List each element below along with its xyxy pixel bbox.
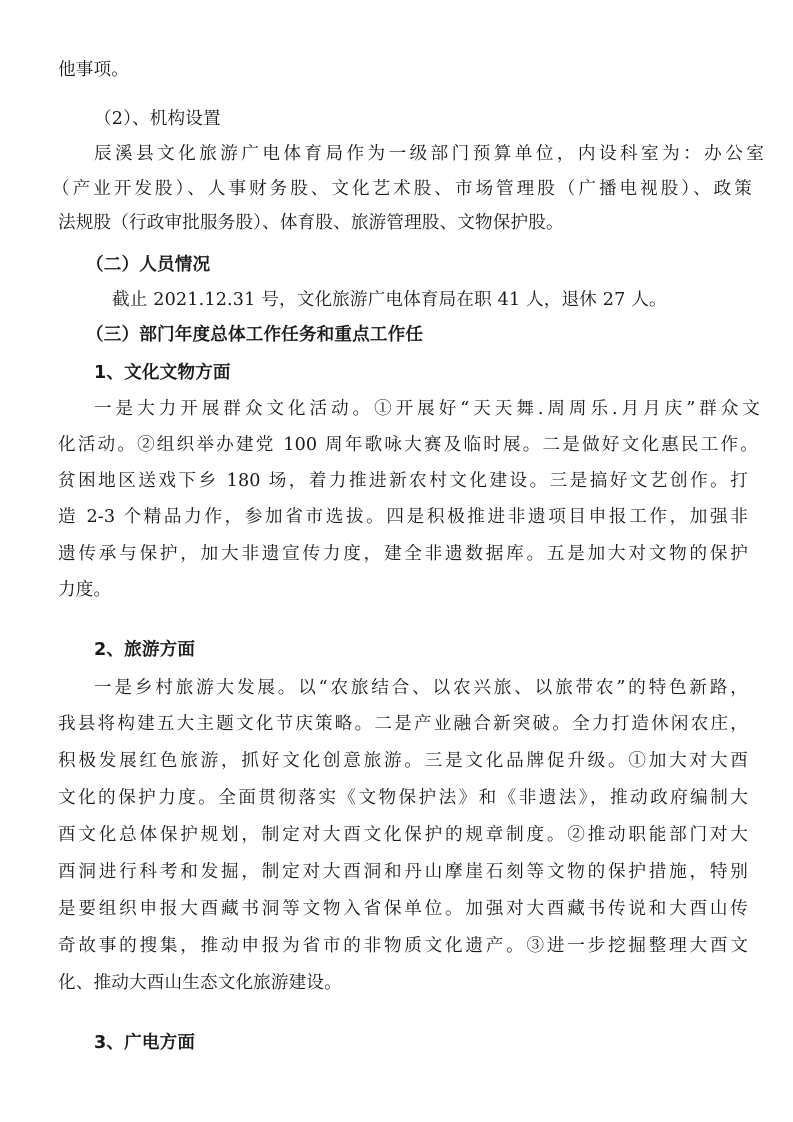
paragraph-line: 酉洞进行科考和发掘，制定对大酉洞和丹山摩崖石刻等文物的保护措施，特别 <box>58 862 748 882</box>
paragraph-line: 我县将构建五大主题文化节庆策略。二是产业融合新突破。全力打造休闲农庄， <box>58 714 748 734</box>
paragraph-line: 力度。 <box>58 580 112 600</box>
paragraph-line: 辰溪县文化旅游广电体育局作为一级部门预算单位，内设科室为：办公室 <box>94 144 764 164</box>
paragraph-line: 遗传承与保护，加大非遗宣传力度，建全非遗数据库。五是加大对文物的保护 <box>58 544 748 564</box>
paragraph-line: 截止 2021.12.31 号，文化旅游广电体育局在职 41 人，退休 27 人。 <box>112 290 667 310</box>
paragraph-line: 化活动。②组织举办建党 100 周年歌咏大赛及临时展。二是做好文化惠民工作。 <box>58 435 758 455</box>
paragraph-line: 一是乡村旅游大发展。以“农旅结合、以农兴旅、以旅带农”的特色新路， <box>94 678 748 698</box>
subsection-heading: （2）、机构设置 <box>94 109 221 129</box>
paragraph-line: 酉文化总体保护规划，制定对大酉文化保护的规章制度。②推动职能部门对大 <box>58 825 748 845</box>
section-heading: （三）部门年度总体工作任务和重点工作任 <box>86 325 424 345</box>
paragraph-line: 法规股（行政审批服务股）、体育股、旅游管理股、文物保护股。 <box>58 213 564 233</box>
paragraph-line: 积极发展红色旅游，抓好文化创意旅游。三是文化品牌促升级。①加大对大酉 <box>58 751 748 771</box>
paragraph-line: 文化的保护力度。全面贯彻落实《文物保护法》和《非遗法》，推动政府编制大 <box>58 788 748 808</box>
paragraph-line: 是要组织申报大酉藏书洞等文物入省保单位。加强对大酉藏书传说和大酉山传 <box>58 899 748 919</box>
section-heading: （二）人员情况 <box>86 255 211 275</box>
paragraph-line: 贫困地区送戏下乡 180 场，着力推进新农村文化建设。三是搞好文艺创作。打 <box>58 471 748 491</box>
paragraph-line: 一是大力开展群众文化活动。①开展好“天天舞.周周乐.月月庆”群众文 <box>94 399 760 419</box>
section-heading: 3、广电方面 <box>94 1033 196 1053</box>
paragraph-line: （产业开发股）、人事财务股、文化艺术股、市场管理股（广播电视股）、政策 <box>52 179 752 199</box>
paragraph-line: 造 2-3 个精品力作，参加省市选拔。四是积极推进非遗项目申报工作，加强非 <box>58 507 748 527</box>
section-heading: 2、旅游方面 <box>94 640 196 660</box>
paragraph-line: 他事项。 <box>58 60 129 80</box>
section-heading: 1、文化文物方面 <box>94 363 231 383</box>
paragraph-line: 化、推动大酉山生态文化旅游建设。 <box>58 973 342 993</box>
paragraph-line: 奇故事的搜集，推动申报为省市的非物质文化遗产。③进一步挖掘整理大酉文 <box>58 936 748 956</box>
